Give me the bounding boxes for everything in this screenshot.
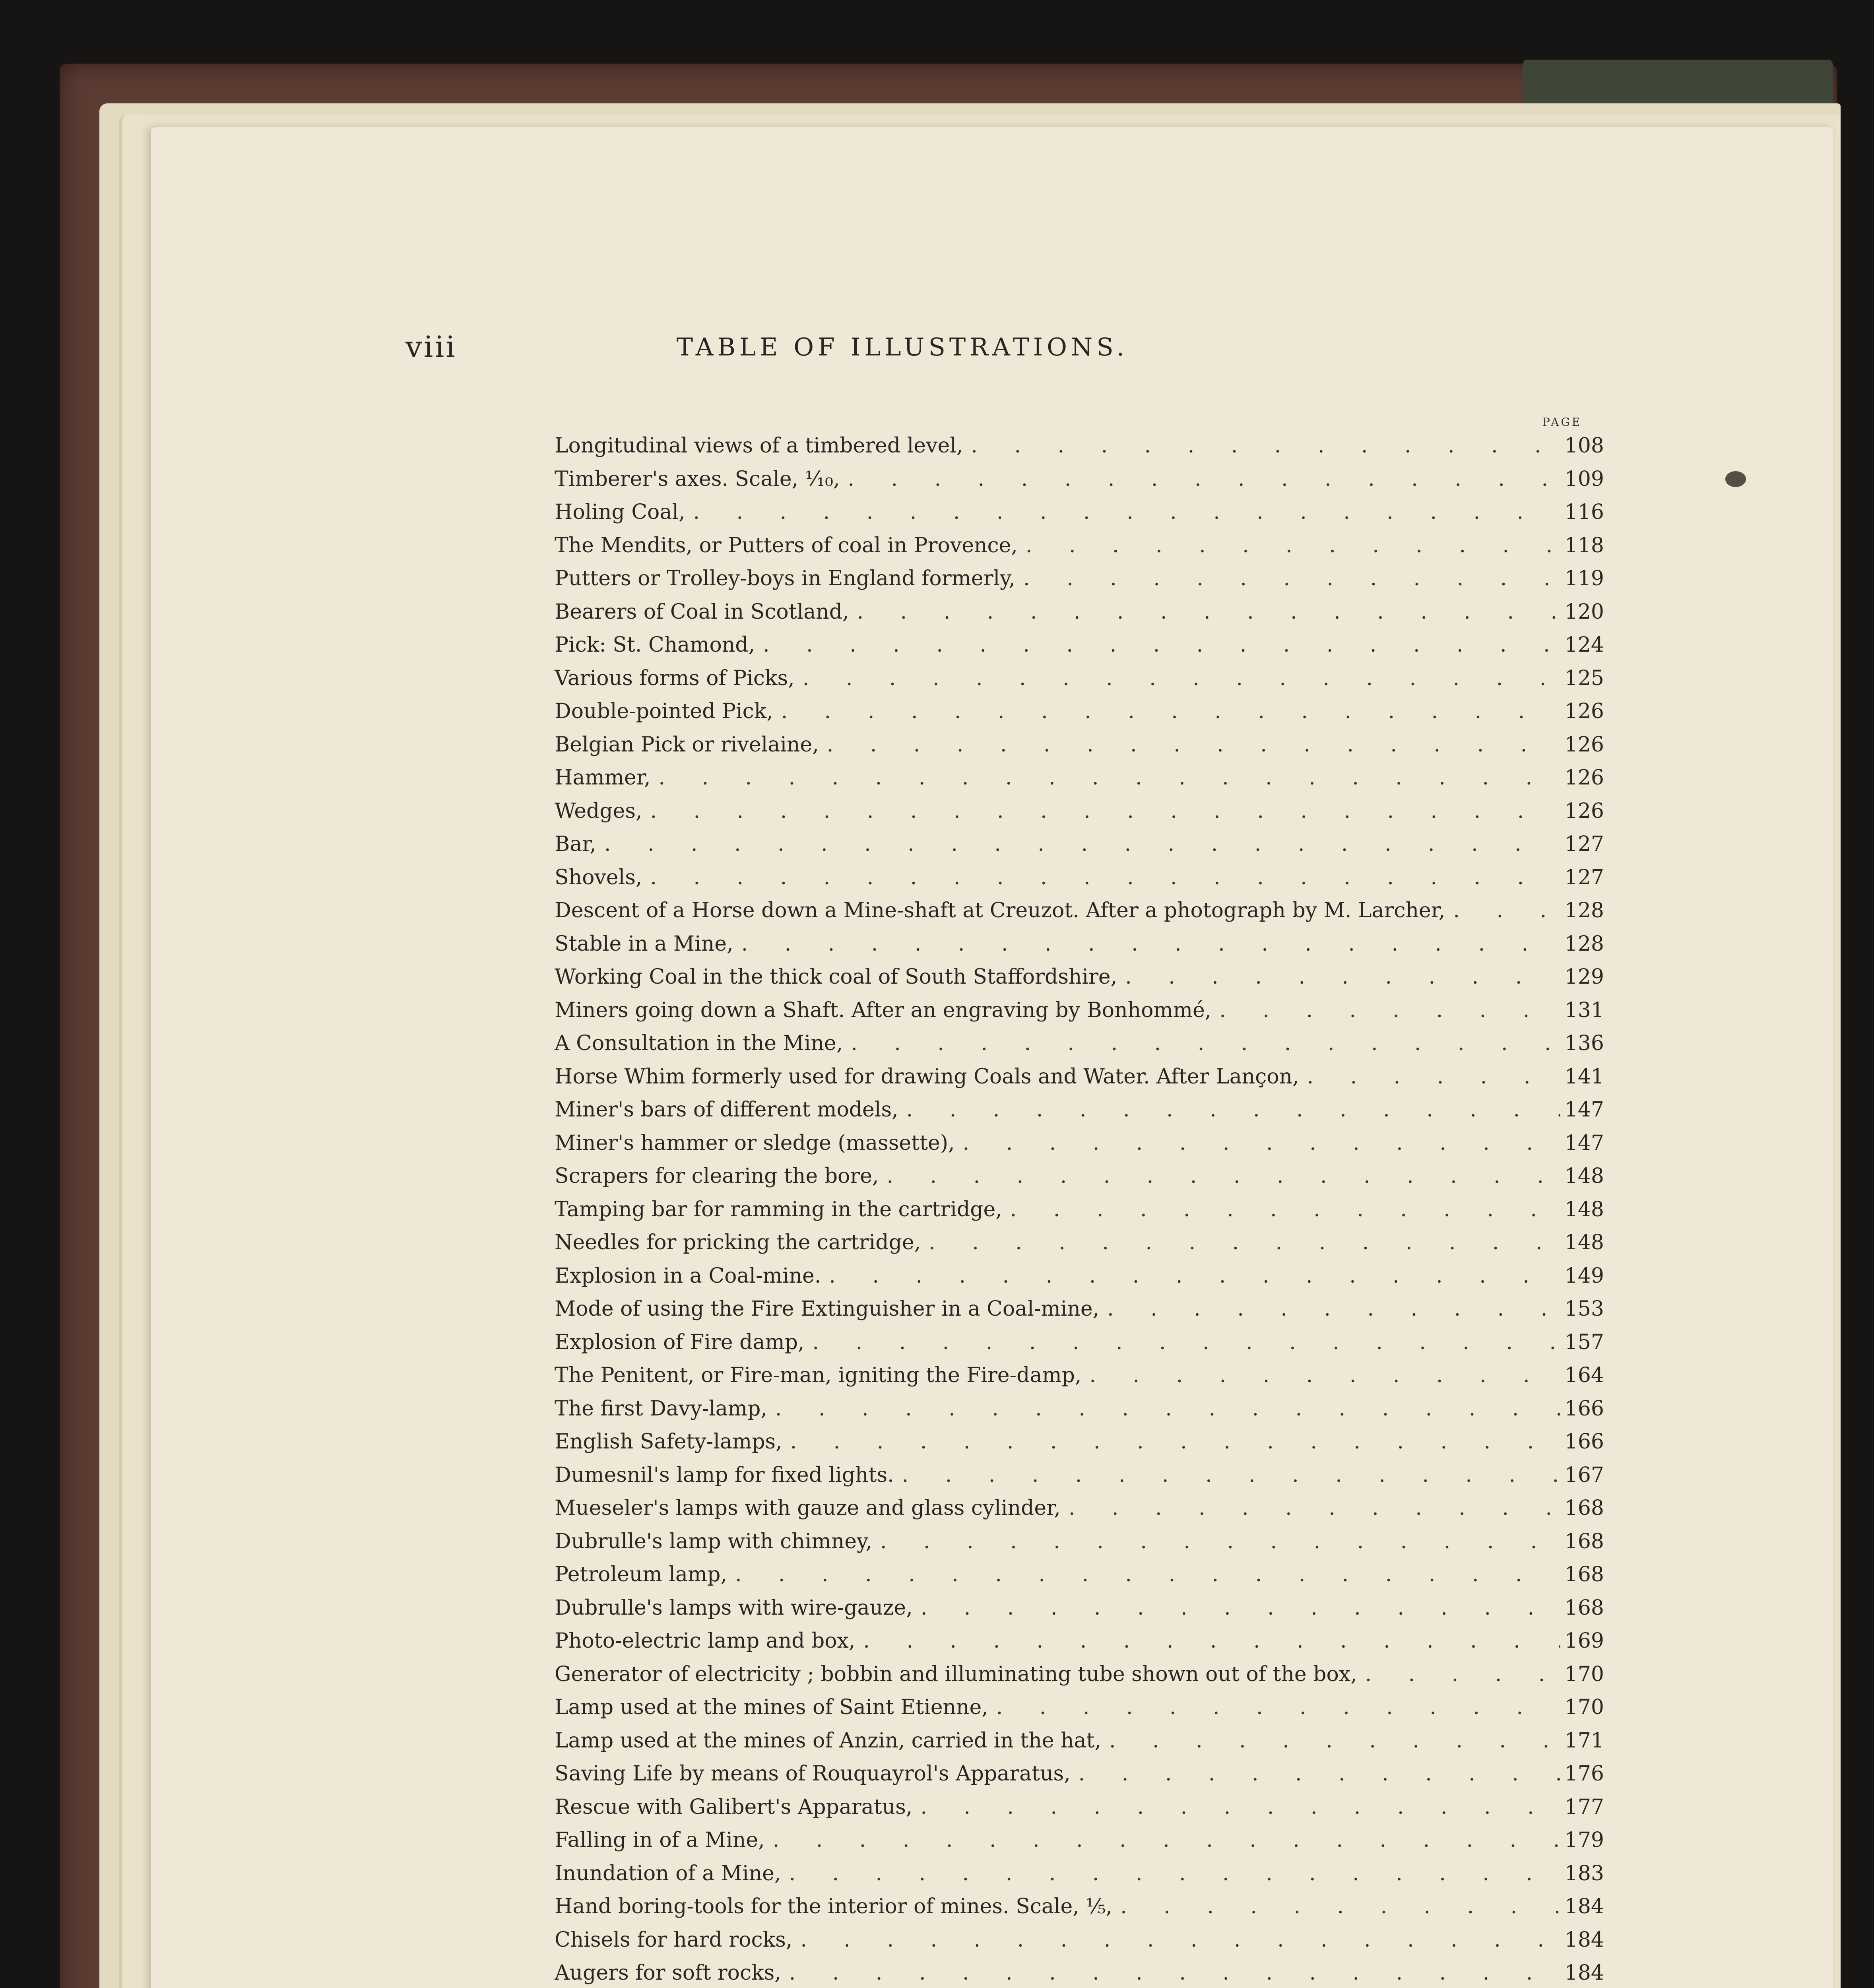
entry-page-number: 168 [1564, 1496, 1604, 1520]
dot-leader [1082, 1359, 1561, 1392]
entry-title: Bar, [555, 832, 596, 856]
list-item [555, 1226, 1604, 1260]
dot-leader [1357, 1658, 1560, 1691]
entry-page-number: 184 [1564, 1961, 1604, 1985]
list-item [555, 463, 1604, 496]
entry-page-number: 126 [1564, 766, 1604, 790]
dot-leader [872, 1525, 1560, 1559]
entry-title: Generator of electricity ; bobbin and illuminating tube shown out of the box, [555, 1662, 1357, 1686]
list-item [555, 629, 1604, 662]
entry-page-number: 119 [1564, 567, 1604, 590]
entry-page-number: 168 [1564, 1529, 1604, 1553]
entry-title: Descent of a Horse down a Mine-shaft at Creuzot. After a photograph by M. Larcher, [555, 899, 1445, 922]
entry-page-number: 168 [1564, 1563, 1604, 1586]
page-folio: viii [405, 330, 457, 364]
entry-page-number: 164 [1564, 1363, 1604, 1387]
list-item [555, 1592, 1604, 1625]
entry-title: Augers for soft rocks, [555, 1961, 781, 1985]
entry-title: Longitudinal views of a timbered level, [555, 434, 963, 458]
entry-page-number: 127 [1564, 865, 1604, 889]
dot-leader [855, 1625, 1560, 1658]
entry-title: Working Coal in the thick coal of South Staffordshire, [555, 965, 1117, 989]
dot-leader [1099, 1293, 1560, 1326]
dot-leader [755, 629, 1560, 662]
dot-leader [898, 1093, 1560, 1127]
entry-page-number: 136 [1564, 1031, 1604, 1055]
list-item [555, 1724, 1604, 1758]
entry-title: Horse Whim formerly used for drawing Coals and Water. After Lançon, [555, 1064, 1299, 1089]
list-item [555, 1625, 1604, 1658]
list-item [555, 861, 1604, 895]
entry-page-number: 126 [1564, 799, 1604, 823]
dot-leader [685, 496, 1560, 529]
dot-leader [1101, 1724, 1560, 1758]
dot-leader [596, 828, 1560, 861]
entry-page-number: 149 [1564, 1264, 1604, 1288]
dot-leader [1018, 529, 1560, 563]
dot-leader [843, 1027, 1560, 1060]
dot-leader [912, 1791, 1560, 1824]
dot-leader [642, 861, 1560, 895]
list-item [555, 795, 1604, 828]
page-column-label: PAGE [1542, 415, 1582, 429]
entry-title: Mode of using the Fire Extinguisher in a Coal-mine, [555, 1297, 1100, 1321]
list-item [555, 1260, 1604, 1293]
list-item [555, 1326, 1604, 1359]
entry-title: Stable in a Mine, [555, 932, 733, 956]
dot-leader [765, 1824, 1560, 1857]
dot-leader [727, 1558, 1560, 1592]
list-item [555, 596, 1604, 629]
entry-title: Rescue with Galibert's Apparatus, [555, 1795, 913, 1819]
dot-leader [913, 1592, 1560, 1625]
dot-leader [781, 1857, 1560, 1891]
entry-title: Hammer, [555, 766, 651, 790]
list-item [555, 1558, 1604, 1592]
entry-title: The Mendits, or Putters of coal in Provence, [555, 533, 1018, 557]
entry-title: Needles for pricking the cartridge, [555, 1231, 921, 1254]
list-item [555, 828, 1604, 861]
entry-page-number: 116 [1564, 500, 1604, 524]
entry-page-number: 171 [1564, 1728, 1604, 1753]
illustrations-list [555, 429, 1604, 1988]
entry-title: Petroleum lamp, [555, 1563, 727, 1586]
entry-title: The Penitent, or Fire-man, igniting the Fire-damp, [555, 1363, 1082, 1387]
list-item [555, 1027, 1604, 1060]
list-item [555, 1924, 1604, 1957]
dot-leader [819, 728, 1560, 762]
entry-title: Timberer's axes. Scale, ¹⁄₁₀, [555, 467, 840, 491]
list-item [555, 695, 1604, 728]
entry-page-number: 183 [1564, 1861, 1604, 1885]
entry-page-number: 127 [1564, 832, 1604, 856]
entry-title: Belgian Pick or rivelaine, [555, 732, 819, 757]
list-item [555, 994, 1604, 1027]
entry-page-number: 179 [1564, 1828, 1604, 1852]
entry-title: Putters or Trolley-boys in England formerly, [555, 567, 1016, 590]
entry-page-number: 169 [1564, 1629, 1604, 1653]
list-item [555, 894, 1604, 928]
entry-title: Explosion of Fire damp, [555, 1330, 805, 1354]
list-item [555, 1658, 1604, 1691]
dot-leader [733, 928, 1560, 961]
entry-title: Dubrulle's lamps with wire-gauze, [555, 1596, 913, 1620]
list-item [555, 1193, 1604, 1227]
entry-title: Explosion in a Coal-mine. [555, 1264, 821, 1288]
entry-page-number: 157 [1564, 1330, 1604, 1354]
list-item [555, 728, 1604, 762]
entry-page-number: 108 [1564, 434, 1604, 458]
list-item [555, 1791, 1604, 1824]
entry-page-number: 131 [1564, 998, 1604, 1022]
entry-title: Wedges, [555, 799, 642, 823]
dot-leader [1445, 894, 1560, 928]
entry-page-number: 184 [1564, 1928, 1604, 1952]
list-item [555, 1857, 1604, 1891]
dot-leader [963, 429, 1560, 463]
entry-page-number: 168 [1564, 1596, 1604, 1620]
dot-leader [642, 795, 1560, 828]
entry-page-number: 126 [1564, 732, 1604, 757]
list-item [555, 961, 1604, 994]
entry-page-number: 170 [1564, 1662, 1604, 1686]
entry-page-number: 167 [1564, 1463, 1604, 1487]
list-item [555, 562, 1604, 596]
entry-title: Miner's hammer or sledge (massette), [555, 1131, 955, 1155]
entry-page-number: 176 [1564, 1762, 1604, 1786]
entry-title: Tamping bar for ramming in the cartridge, [555, 1197, 1002, 1221]
list-item [555, 1093, 1604, 1127]
page-header [405, 330, 1312, 370]
entry-page-number: 129 [1564, 965, 1604, 989]
dot-leader [773, 695, 1560, 728]
entry-page-number: 153 [1564, 1297, 1604, 1321]
entry-page-number: 128 [1564, 899, 1604, 922]
entry-page-number: 148 [1564, 1197, 1604, 1221]
dot-leader [805, 1326, 1560, 1359]
entry-page-number: 124 [1564, 633, 1604, 657]
entry-title: Scrapers for clearing the bore, [555, 1164, 879, 1188]
entry-page-number: 128 [1564, 932, 1604, 956]
dot-leader [650, 761, 1560, 795]
entry-page-number: 141 [1564, 1064, 1604, 1089]
list-item [555, 529, 1604, 563]
dot-leader [849, 596, 1560, 629]
list-item [555, 1359, 1604, 1392]
dot-leader [988, 1691, 1560, 1724]
entry-page-number: 148 [1564, 1164, 1604, 1188]
list-item [555, 1525, 1604, 1559]
dot-leader [1117, 961, 1560, 994]
entry-title: Shovels, [555, 865, 642, 889]
list-item [555, 1459, 1604, 1492]
entry-page-number: 109 [1564, 467, 1604, 491]
dot-leader [879, 1160, 1560, 1193]
entry-title: Photo-electric lamp and box, [555, 1629, 856, 1653]
entry-title: Dubrulle's lamp with chimney, [555, 1529, 872, 1553]
entry-page-number: 125 [1564, 666, 1604, 690]
entry-title: Lamp used at the mines of Anzin, carried in the hat, [555, 1728, 1101, 1753]
entry-title: The first Davy-lamp, [555, 1396, 767, 1421]
entry-title: Double-pointed Pick, [555, 699, 773, 723]
list-item [555, 1890, 1604, 1924]
entry-page-number: 147 [1564, 1131, 1604, 1155]
ink-smudge [1725, 471, 1746, 487]
dot-leader [1061, 1492, 1560, 1525]
entry-title: Dumesnil's lamp for fixed lights. [555, 1463, 894, 1487]
entry-title: Inundation of a Mine, [555, 1861, 781, 1885]
entry-title: Bearers of Coal in Scotland, [555, 600, 849, 624]
list-item [555, 1757, 1604, 1791]
list-item [555, 1957, 1604, 1988]
entry-title: Hand boring-tools for the interior of mines. Scale, ⅕, [555, 1895, 1113, 1918]
dot-leader [1211, 994, 1560, 1027]
list-item [555, 928, 1604, 961]
list-item [555, 1425, 1604, 1459]
dot-leader [1299, 1060, 1560, 1094]
entry-page-number: 147 [1564, 1098, 1604, 1122]
dot-leader [955, 1127, 1560, 1160]
list-item [555, 1392, 1604, 1426]
entry-title: Mueseler's lamps with gauze and glass cylinder, [555, 1496, 1061, 1520]
entry-title: Falling in of a Mine, [555, 1828, 765, 1852]
entry-title: Chisels for hard rocks, [555, 1928, 793, 1952]
entry-page-number: 118 [1564, 533, 1604, 557]
entry-page-number: 166 [1564, 1396, 1604, 1421]
list-item [555, 662, 1604, 695]
entry-title: Holing Coal, [555, 500, 685, 524]
dot-leader [840, 463, 1561, 496]
entry-title: Pick: St. Chamond, [555, 633, 755, 657]
dot-leader [921, 1226, 1560, 1260]
list-item [555, 1293, 1604, 1326]
dot-leader [1112, 1890, 1560, 1924]
entry-page-number: 126 [1564, 699, 1604, 723]
entry-page-number: 184 [1564, 1895, 1604, 1918]
list-item [555, 429, 1604, 463]
entry-title: Miner's bars of different models, [555, 1098, 898, 1122]
list-item [555, 496, 1604, 529]
list-item [555, 761, 1604, 795]
entry-page-number: 177 [1564, 1795, 1604, 1819]
list-item [555, 1492, 1604, 1525]
dot-leader [781, 1957, 1560, 1988]
dot-leader [894, 1459, 1560, 1492]
entry-page-number: 166 [1564, 1430, 1604, 1454]
list-item [555, 1691, 1604, 1724]
entry-page-number: 170 [1564, 1695, 1604, 1719]
entry-title: Miners going down a Shaft. After an engraving by Bonhommé, [555, 998, 1212, 1022]
entry-title: Saving Life by means of Rouquayrol's Apparatus, [555, 1762, 1071, 1786]
entry-title: English Safety-lamps, [555, 1430, 782, 1454]
list-item [555, 1060, 1604, 1094]
entry-title: A Consultation in the Mine, [555, 1031, 843, 1055]
dot-leader [821, 1260, 1560, 1293]
dot-leader [795, 662, 1560, 695]
dot-leader [1015, 562, 1560, 596]
dot-leader [767, 1392, 1560, 1426]
list-item [555, 1824, 1604, 1857]
dot-leader [792, 1924, 1560, 1957]
entry-title: Various forms of Picks, [555, 666, 795, 690]
entry-page-number: 120 [1564, 600, 1604, 624]
dot-leader [1002, 1193, 1560, 1227]
dot-leader [782, 1425, 1560, 1459]
list-item [555, 1127, 1604, 1160]
entry-page-number: 148 [1564, 1231, 1604, 1254]
running-title: TABLE OF ILLUSTRATIONS. [676, 332, 1129, 361]
list-item [555, 1160, 1604, 1193]
dot-leader [1071, 1757, 1560, 1791]
entry-title: Lamp used at the mines of Saint Etienne, [555, 1695, 988, 1719]
